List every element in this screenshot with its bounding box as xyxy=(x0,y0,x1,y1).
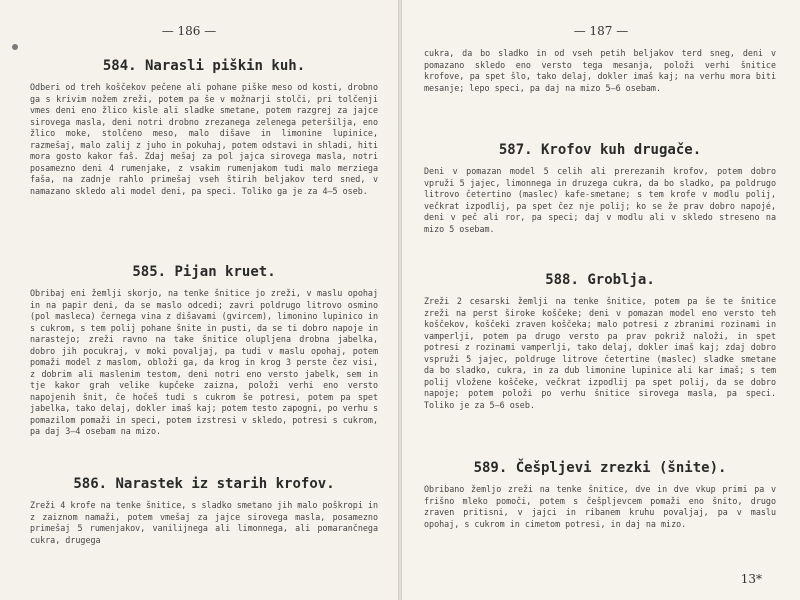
recipe-587-title: 587. Krofov kuh drugače. xyxy=(498,142,702,158)
recipe-584 xyxy=(30,58,378,197)
recipe-585-text: Obribaj eni žemlji skorjo, na tenke šnitice jo zreži, v maslu opohaj in na papir deni, da se maslo odcedi; zavri poldrugo litrovo osmino (pol masleca) černega vina z dišavami (gvircem), limonino lupinico in s cukrom, s tem polij pohane šnite in pusti, da se ti dobro napoje in narastejo; zreži ravno na take šnitice olupljena drobna jabelka, dobro jih pocukraj, v moki povaljaj, pa tudi v maslu opohaj, potem pomaži model z maslom, obloži ga, da krog in krog 3 perste čez visi, z dobrim ali maslenim testom, deni notri eno versto jabelk, sem in tje kakor grah velike kupčeke zaizna, položi verhi eno versto napojenih šnit, če hočeš tudi s cukrom še potresi, potem pa spet jabelka, tako delaj, dokler imaš kaj; potem testo zapogni, po verhu s pomazilom pomaži in speci, potem izstresi v skledo, potresi s cukrom, pa daj 3—4 osebam na mizo. xyxy=(30,288,378,436)
continuation-text: cukra, da bo sladko in od vseh petih beljakov terd sneg, deni v pomazano skledo eno versto tega mesanja, položi verhi šnitice krofove, pa spet šlo, tako delaj, dokler imaš kaj; na verhu mora biti mesanje; lepo speci, pa daj na mizo 5—6 osebam. xyxy=(424,48,776,93)
left-page xyxy=(0,0,398,600)
recipe-586 xyxy=(30,476,378,546)
left-page-number: — 186 — xyxy=(161,24,217,38)
recipe-584-title: 584. Narasli piškin kuh. xyxy=(102,58,306,74)
recipe-589-title: 589. Češpljevi zrezki (šnite). xyxy=(473,460,727,476)
recipe-587-text: Deni v pomazan model 5 celih ali prerezanih krofov, potem dobro vpruži 5 jajec, limonnega in druzega cukra, da bo sladko, pa poldrugo litrovo četertino (maslec) kafe-smetane; s tem krofe v modlu polij, večkrat izpodlij, pa spet čez nje polij; ko se že prav dobro napojé, deni v peč ali ror, pa speci; daj v modlu ali v skledo streseno na mizo 5 osebam. xyxy=(424,166,776,234)
recipe-586-text: Zreži 4 krofe na tenke šnitice, s sladko smetano jih malo poškropi in z zaiznom namaži, potem vmešaj za jajce sirovega masla, posamezno primešaj 5 rumenjakov, vanilijnega ali limonnega, ali pomarančnega cukra, drugega xyxy=(30,500,378,545)
recipe-589 xyxy=(424,460,776,530)
recipe-584-text: Odberi od treh koščekov pečene ali pohane piške meso od kosti, drobno ga s krivim nožem zreži, potem pa še v možnarji stolči, pri tolčenji vmes deni eno žlico kisle ali sladke smetane, potem razgrej za jajce sirovega masla, deni notri drobno zrezanega zelenega peteršilja, eno žlico moke, stolčeno meso, malo dišave in limonine lupinice, razmešaj, malo zalij z juho in pokuhaj, potem odstavi in shladi, hiti mora gosto kakor faš. Zdaj mešaj za pol jajca sirovega masla, notri posamezno deni 4 rumenjake, z vsakim rumenjakom tudi malo merziega faša, na zadnje rahlo primešaj vseh štirih beljakov terd sned, v namazano skledo ali model deni, pa speci. Toliko ga je za 4—5 oseb. xyxy=(30,82,378,196)
right-page-number: — 187 — xyxy=(573,24,629,38)
margin-mark xyxy=(12,44,18,50)
recipe-589-text: Obribano žemljo zreži na tenke šnitice, dve in dve vkup primi pa v frišno mleko pomoči, potem s češpljevcem pomaži eno šnito, drugo zraven pritisni, v jajci in ribanem kruhu povaljaj, pa v maslu opohaj, s cukrom in cimetom potresi, in daj na mizo. xyxy=(424,484,776,529)
recipe-588 xyxy=(424,272,776,411)
right-page xyxy=(402,0,800,600)
recipe-588-text: Zreži 2 cesarski žemlji na tenke šnitice, potem pa še te šnitice zreži na perst široke koščeke; deni v pomazan model eno versto teh koščekov, koščeki zraven koščeka; malo potresi z zbranimi rozinami in vamperlji, potem pa drugo versto pa prav pokriž naloži, in spet potresi z rozinami vamperlji, tako delaj, dokler imaš kaj; zdaj dobro vspruži 5 jajec, poldruge litrove četertine (maslec) sladke smetane da bo sladko, cukra, in za dub limonine lupinice ali kar imaš; s tem polij vložene koščeke, večkrat izpodlij pa spet polij, da se dobro napoje; potem položi po verhu šnitice sirovega masla, pa speci. Toliko je za 5—6 oseb. xyxy=(424,296,776,410)
recipe-587 xyxy=(424,142,776,235)
continuation-text-block xyxy=(424,48,776,94)
recipe-588-title: 588. Groblja. xyxy=(545,272,655,288)
recipe-585 xyxy=(30,264,378,438)
recipe-585-title: 585. Pijan kruet. xyxy=(132,264,276,280)
recipe-586-title: 586. Narastek iz starih krofov. xyxy=(73,476,335,492)
signature-mark: 13* xyxy=(740,572,762,586)
